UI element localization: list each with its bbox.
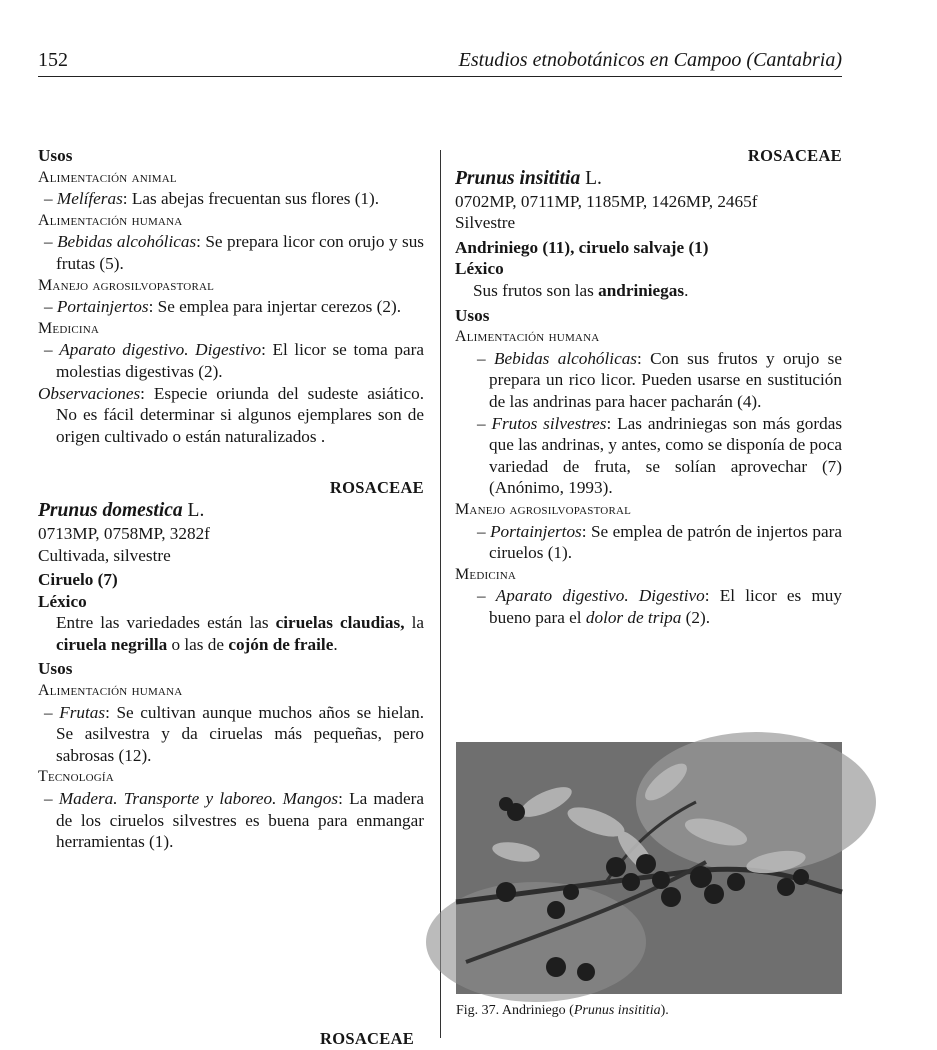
use-label: Madera. Transporte y laboreo. Mangos [58,789,339,809]
category-heading: Manejo agrosilvopastoral [38,276,215,294]
use-label: Bebidas alcohólicas [57,232,197,252]
lexico-text: Entre las variedades están las ciruelas claudias, la ciruela negrilla o las de cojón de fraile. [56,613,424,654]
figure-caption: Fig. 37. Andriniego (Prunus insititia). [456,1003,669,1018]
section-heading-usos: Usos [38,659,73,679]
use-label: Melíferas [56,189,123,209]
common-names: Ciruelo (7) [38,570,118,590]
use-text: : Las andriniegas son más gordas que las andrinas, y antes, como se disponía de poca variedad de fruta, se solían aprovechar (7) (Anónimo, 1993). [489,413,843,498]
use-text: : El licor se toma para molestias digestivas (2). [56,340,425,381]
use-text: : Se prepara licor con orujo y sus frutas (5). [56,232,424,273]
page-number: 152 [38,49,68,71]
family-heading: ROSACEAE [329,478,424,498]
use-text: : El licor es muy bueno para el [489,586,842,627]
column-divider [440,150,441,1038]
section-heading-lexico: Léxico [38,591,87,611]
species-name: Prunus insititia [455,167,581,189]
common-names: Andriniego (11), ciruelo salvaje (1) [455,237,709,257]
species-heading [455,167,842,191]
voucher-codes: 0702MP, 0711MP, 1185MP, 1426MP, 2465f [455,191,758,211]
page-header [38,46,842,77]
section-heading-lexico: Léxico [455,259,504,279]
use-text: : Se emplea de patrón de injertos para ciruelos (1). [489,521,843,563]
species-status: Silvestre [455,213,516,233]
use-label: Bebidas alcohólicas [493,348,637,368]
category-heading: Alimentación humana [38,682,183,700]
species-author: L. [182,499,205,521]
category-heading: Tecnología [38,768,114,786]
use-text: : Se emplea para injertar cerezos (2). [148,297,401,317]
section-heading-usos: Usos [38,146,73,165]
category-heading: Alimentación animal [38,168,177,186]
use-entry: – Melíferas: Las abejas frecuentan sus flores (1). [44,189,380,209]
species-status: Cultivada, silvestre [38,545,171,565]
use-entry: – Aparato digestivo. Digestivo: El licor es muy bueno para el dolor de tripa (2). [477,586,842,627]
use-entry: – Bebidas alcohólicas: Con sus frutos y orujo se prepara un rico licor. Pueden usarse en sustitución de las andrinas para hacer pacharán (4). [477,348,842,411]
use-label: Aparato digestivo. Digestivo [495,586,705,606]
category-heading: Medicina [38,319,100,337]
use-entry: – Portainjertos: Se emplea de patrón de injertos para ciruelos (1). [477,521,843,563]
section-heading-usos: Usos [455,305,490,325]
use-label: Frutas [59,702,106,722]
lexico-text: Sus frutos son las andriniegas. [473,280,689,300]
category-heading: Alimentación humana [38,211,183,229]
use-text: : Las abejas frecuentan sus flores (1). [122,189,380,209]
family-heading-cut: ROSACEAE [320,1029,415,1048]
running-title: Estudios etnobotánicos en Campoo (Cantabria) [458,49,842,71]
observations-text: : Especie oriunda del sudeste asiático. No es fácil determinar si algunos ejemplares son de origen cultivado o están naturalizados . [56,383,424,446]
use-text: : Se cultivan aunque muchos años se hielan. Se asilvestra y da ciruelas más pequeñas, pero sabrosas (12). [56,702,425,765]
use-entry: – Bebidas alcohólicas: Se prepara licor con orujo y sus frutas (5). [44,232,424,273]
species-heading [38,499,424,523]
category-heading: Manejo agrosilvopastoral [455,500,632,518]
use-label: Aparato digestivo. Digestivo [59,340,262,360]
observations [38,383,424,448]
use-label: Frutos silvestres [491,413,607,433]
species-name: Prunus domestica [38,499,183,521]
plum-branch-photo [456,742,842,994]
use-label: Portainjertos [490,521,582,541]
left-column [38,145,424,853]
use-entry: – Frutos silvestres: Las andriniegas son más gordas que las andrinas, y antes, como se disponía de poca variedad de fruta, se solían aprovechar (7) (Anónimo, 1993). [477,413,843,498]
observations-label: Observaciones [38,383,141,403]
category-heading: Alimentación humana [455,328,600,346]
category-heading: Medicina [455,565,517,583]
use-text: : Con sus frutos y orujo se prepara un rico licor. Pueden usarse en sustitución de las andrinas para hacer pacharán (4). [489,348,842,411]
use-entry: – Portainjertos: Se emplea para injertar cerezos (2). [44,297,401,317]
use-entry: – Aparato digestivo. Digestivo: El licor se toma para molestias digestivas (2). [44,340,425,381]
right-column [455,145,842,628]
voucher-codes: 0713MP, 0758MP, 3282f [38,523,210,543]
family-heading: ROSACEAE [747,146,842,165]
use-entry: – Frutas: Se cultivan aunque muchos años se hielan. Se asilvestra y da ciruelas más pequeñas, pero sabrosas (12). [44,702,425,765]
species-author: L. [580,167,602,189]
use-label: Portainjertos [56,297,149,317]
use-entry: – Madera. Transporte y laboreo. Mangos: La madera de los ciruelos silvestres es buena para enmangar herramientas (1). [44,789,424,852]
use-text: : La madera de los ciruelos silvestres es buena para enmangar herramientas (1). [56,789,424,852]
